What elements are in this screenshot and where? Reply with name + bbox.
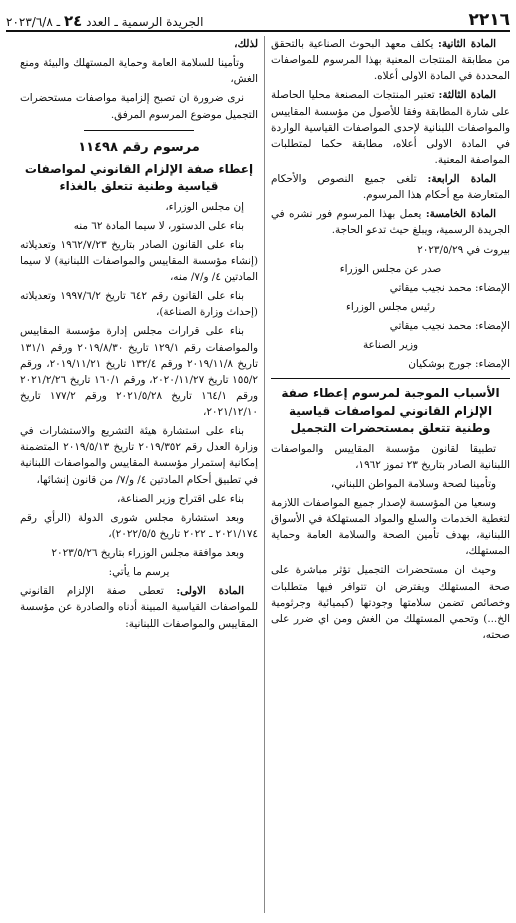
- columns: [6, 36, 510, 913]
- therefore-label: لذلك،: [234, 38, 258, 50]
- signature-pm: الإمضاء: محمد نجيب ميقاتي: [389, 281, 510, 294]
- gazette-title: [6, 12, 203, 30]
- decree-body-line: بناء على القانون الصادر بتاريخ ١٩٦٢/٧/٢٣ وتعديلاته (إنشاء مؤسسة المقاييس والمواصفات اللبنانية) لا سيما المادتين ٤/ و/٧/ منه،: [20, 238, 258, 284]
- issue-date: ـ ٢٠٢٣/٦/٨: [6, 15, 61, 29]
- reason-paragraph: وحيث ان مستحضرات التجميل تؤثر مباشرة على صحة المستهلك ويفترض ان تتوافر فيها متطلبات وخصائص تضمن سلامتها وجودتها (كيميائية وجرثومية الخ...) وتحمي المستهلك من الغش ومن اي ضرر على صحته،: [271, 564, 510, 641]
- decree-body-line: بناء على اقتراح وزير الصناعة،: [116, 492, 244, 505]
- reasons-title: الأسباب الموجبة لمرسوم إعطاء صفة الإلزام القانوني لمواصفات قياسية وطنية تتعلق بمستحضرات التجميل: [281, 386, 500, 436]
- pm-title: رئيس مجلس الوزراء: [345, 300, 436, 313]
- left-column: [20, 36, 265, 913]
- reason-paragraph: وتأمينا لصحة وسلامة المواطن اللبناني،: [330, 477, 496, 490]
- page-header: [6, 8, 510, 32]
- reason-paragraph: وسعيا من المؤسسة لإصدار جميع المواصفات اللازمة لتغطية الخدمات والسلع والمواد المستهلكة في الأسواق اللبنانية، بهدف تأمين الصحة والسلامة العامة وحماية المستهلك،: [271, 496, 510, 558]
- decree-number: مرسوم رقم ١١٤٩٨: [78, 139, 200, 155]
- article-2: المادة الثانية: يكلف معهد البحوث الصناعية بالتحقق من مطابقة المنتجات المعنية بهذا المرسوم للمواصفات المحددة في المادة الاولى أعلاه.: [271, 38, 510, 83]
- place-date: بيروت في ٢٠٢٣/٥/٢٩: [417, 243, 510, 256]
- article-4: المادة الرابعة: تلغى جميع النصوص والأحكام المتعارضة مع أحكام هذا المرسوم.: [271, 173, 510, 202]
- article-1: المادة الاولى: تعطى صفة الإلزام القانوني للمواصفات القياسية المبينة أدناه والصادرة عن مؤسسة المقاييس والمواصفات اللبنانية:: [20, 585, 258, 630]
- gazette-name: الجريدة الرسمية ـ العدد: [86, 15, 204, 29]
- decree-body-line: إن مجلس الوزراء،: [165, 200, 244, 213]
- intro-paragraph: وتأمينا للسلامة العامة وحماية المستهلك والبيئة ومنع الغش،: [20, 57, 258, 86]
- minister-title: وزير الصناعة: [362, 339, 419, 352]
- decree-body-line: بناء على الدستور، لا سيما المادة ٦٢ منه: [73, 219, 244, 232]
- decree-body-line: وبعد استشارة مجلس شورى الدولة (الرأي رقم ٢٠٢١/١٧٤ ـ ٢٠٢٢ تاريخ ٢٠٢٢/٥/٥)،: [20, 511, 258, 540]
- decree-body-line: بناء على القانون رقم ٦٤٢ تاريخ ١٩٩٧/٦/٢ وتعديلاته (إحداث وزارة الصناعة)،: [20, 290, 258, 319]
- issued-by: صدر عن مجلس الوزراء: [339, 262, 442, 275]
- decree-body-line: بناء على استشارة هيئة التشريع والاستشارات في وزارة العدل رقم ٢٠١٩/٣٥٢ تاريخ ٢٠١٩/٥/١٣ المتضمنة إمكانية إستمرار مؤسسة المقاييس والمواصفات اللبنانية في تطبيق أحكام المادتين ٤/ و/٧/ من قانون إنشائها،: [20, 425, 258, 486]
- signature-minister: الإمضاء: جورج بوشكيان: [408, 358, 510, 371]
- issue-number: ٢٤: [63, 12, 83, 30]
- signature-pm-2: الإمضاء: محمد نجيب ميقاتي: [389, 320, 510, 332]
- intro-paragraph: نرى ضرورة ان تصبح إلزامية مواصفات مستحضرات التجميل موضوع المرسوم المرفق.: [20, 92, 258, 121]
- decrees-label: يرسم ما يأتي:: [108, 566, 170, 579]
- divider: [84, 130, 194, 131]
- reason-paragraph: تطبيقا لقانون مؤسسة المقاييس والمواصفات اللبنانية الصادر بتاريخ ٢٣ تموز ١٩٦٢،: [271, 442, 510, 471]
- decree-title: إعطاء صفة الإلزام القانوني لمواصفات قياسية وطنية تتعلق بالغذاء: [24, 161, 254, 194]
- article-3: المادة الثالثة: تعتبر المنتجات المصنعة محليا الحاصلة على شارة المطابقة وفقا للأصول من مؤسسة المقاييس والمواصفات اللبنانية لإحدى المواصفات القياسية الواردة في المادة الاولى أعلاه، مطابقة حكما لمتطلبات المواصفة المعنية.: [271, 89, 510, 166]
- decree-body-line: بناء على قرارات مجلس إدارة مؤسسة المقاييس والمواصفات رقم ١٢٩/١ تاريخ ٢٠١٩/٨/٣٠ ورقم ١٣١/١ تاريخ ٢٠١٩/١١/٨ ورقم ١٣٢/٤ تاريخ ٢٠١٩/١١/٢١، ورقم ١٥٥/٢ تاريخ ٢٠٢٠/١١/٢٧، ورقم ١٦٠/١ تاريخ ٢٠٢١/٢/٢٦ ورقم ١٦٤/١ تاريخ ٢٠٢١/٥/٢٨ ورقم ١٧٧/٢ تاريخ ٢٠٢١/١٢/١٠،: [20, 325, 259, 419]
- right-column: [265, 36, 510, 913]
- decree-body-line: وبعد موافقة مجلس الوزراء بتاريخ ٢٠٢٣/٥/٢٦: [51, 547, 244, 560]
- article-5: المادة الخامسة: يعمل بهذا المرسوم فور نشره في الجريدة الرسمية، ويبلغ حيث تدعو الحاجة.: [271, 208, 510, 237]
- divider: [271, 378, 510, 379]
- page-number: ٢٢١٦: [468, 10, 510, 30]
